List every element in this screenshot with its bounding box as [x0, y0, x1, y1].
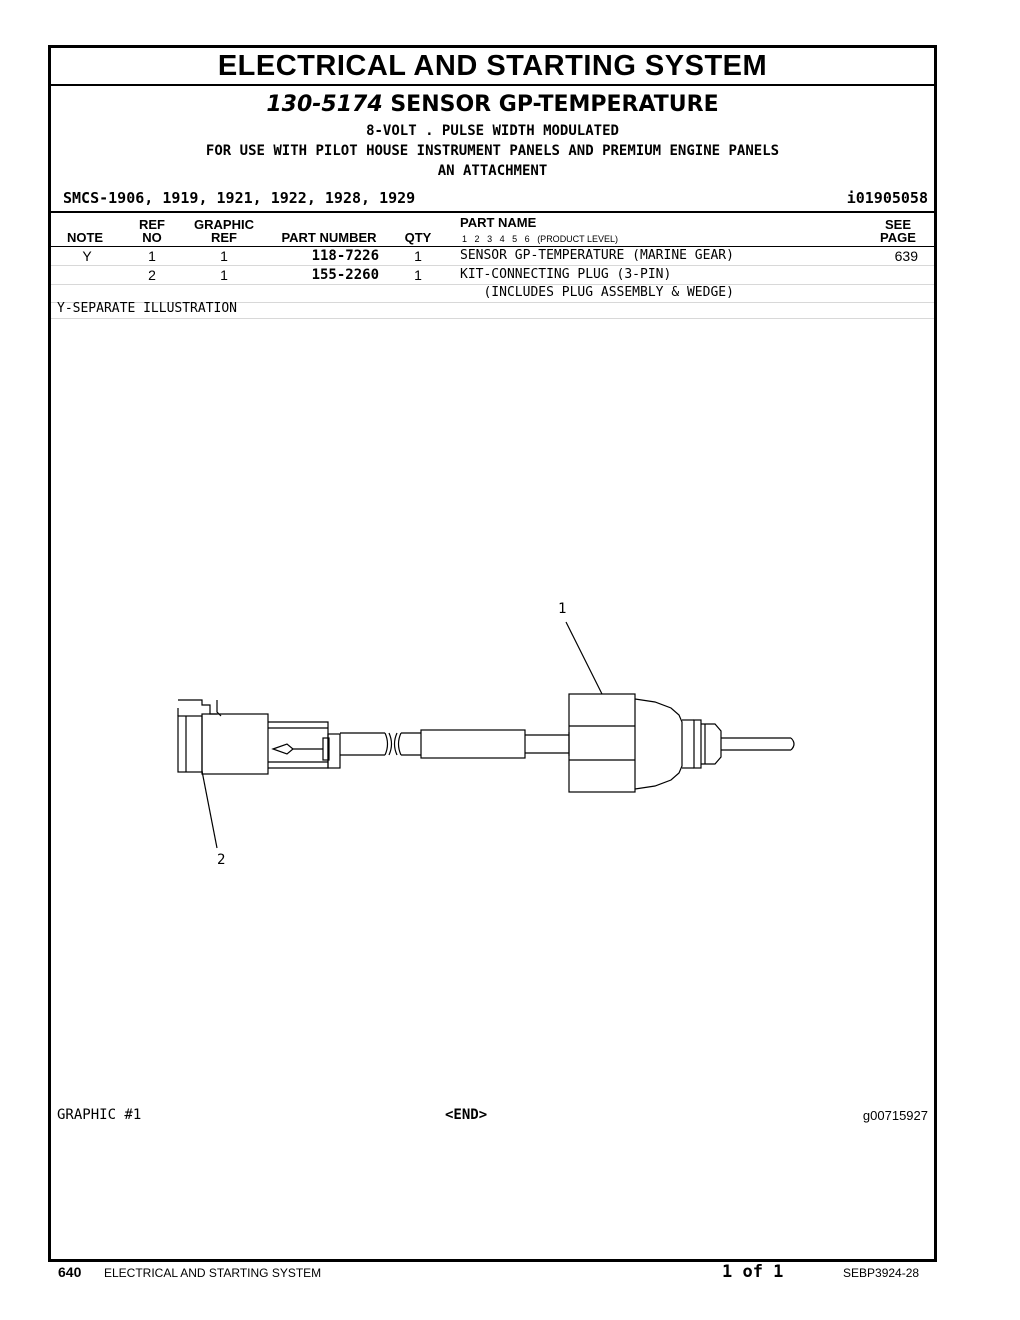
description-line-3: AN ATTACHMENT — [437, 163, 548, 179]
col-part-number: PART NUMBER — [281, 230, 377, 245]
row-part-name: (INCLUDES PLUG ASSEMBLY & WEDGE) — [460, 285, 734, 300]
graphic-label: GRAPHIC #1 — [57, 1107, 142, 1123]
col-see-page-line1: SEE — [884, 217, 911, 232]
document-number: SEBP3924-28 — [843, 1266, 920, 1280]
col-graphic-ref-line1: GRAPHIC — [194, 217, 254, 232]
row-qty: 1 — [414, 267, 422, 283]
page-of: 1 of 1 — [722, 1262, 784, 1282]
page-footer — [0, 1264, 1020, 1288]
product-level-legend: 1 2 3 4 5 6 (PRODUCT LEVEL) — [462, 234, 619, 244]
col-see-page-line2: PAGE — [880, 230, 916, 245]
col-ref-no-line1: REF — [139, 217, 165, 232]
group-part-number: 130-5174 — [266, 92, 383, 117]
page-number: 640 — [58, 1264, 82, 1280]
sensor-body-drawing — [569, 694, 794, 792]
leader-line-1 — [566, 622, 602, 694]
connector-plug-drawing — [178, 700, 340, 774]
row-note: Y — [82, 248, 92, 264]
col-note: NOTE — [66, 230, 104, 245]
document-id: i01905058 — [846, 189, 928, 207]
row-part-number: 118-7226 — [311, 248, 379, 264]
col-part-name: PART NAME — [460, 215, 537, 230]
description-line-2: FOR USE WITH PILOT HOUSE INSTRUMENT PANELS AND PREMIUM ENGINE PANELS — [205, 143, 780, 159]
row-part-name: KIT-CONNECTING PLUG (3-PIN) — [460, 267, 672, 282]
row-part-name: SENSOR GP-TEMPERATURE (MARINE GEAR) — [460, 248, 734, 263]
sensor-illustration — [51, 48, 934, 1259]
leader-line-2 — [202, 771, 217, 848]
row-see-page: 639 — [894, 248, 918, 264]
row-ref-no: 1 — [148, 248, 156, 264]
callout-1: 1 — [558, 601, 567, 617]
description-line-1: 8-VOLT . PULSE WIDTH MODULATED — [366, 123, 619, 139]
footer-section: ELECTRICAL AND STARTING SYSTEM — [104, 1266, 322, 1280]
end-marker: <END> — [445, 1107, 488, 1123]
page-frame — [48, 45, 937, 1262]
col-graphic-ref-line2: REF — [211, 230, 237, 245]
callout-2: 2 — [217, 852, 226, 868]
row-ref-no: 2 — [148, 267, 156, 283]
col-ref-no-line2: NO — [142, 230, 162, 245]
smcs-codes: SMCS-1906, 1919, 1921, 1922, 1928, 1929 — [63, 189, 416, 207]
group-part-name: SENSOR GP-TEMPERATURE — [390, 92, 719, 117]
section-title: ELECTRICAL AND STARTING SYSTEM — [51, 48, 934, 86]
row-qty: 1 — [414, 248, 422, 264]
row-part-number: 155-2260 — [311, 267, 379, 283]
col-qty: QTY — [404, 230, 432, 245]
cable-left-drawing — [340, 733, 392, 755]
graphic-id: g00715927 — [862, 1108, 928, 1123]
row-graphic-ref: 1 — [220, 267, 228, 283]
table-notes: Y-SEPARATE ILLUSTRATION — [57, 301, 238, 316]
row-graphic-ref: 1 — [220, 248, 228, 264]
cable-right-drawing — [395, 730, 570, 758]
